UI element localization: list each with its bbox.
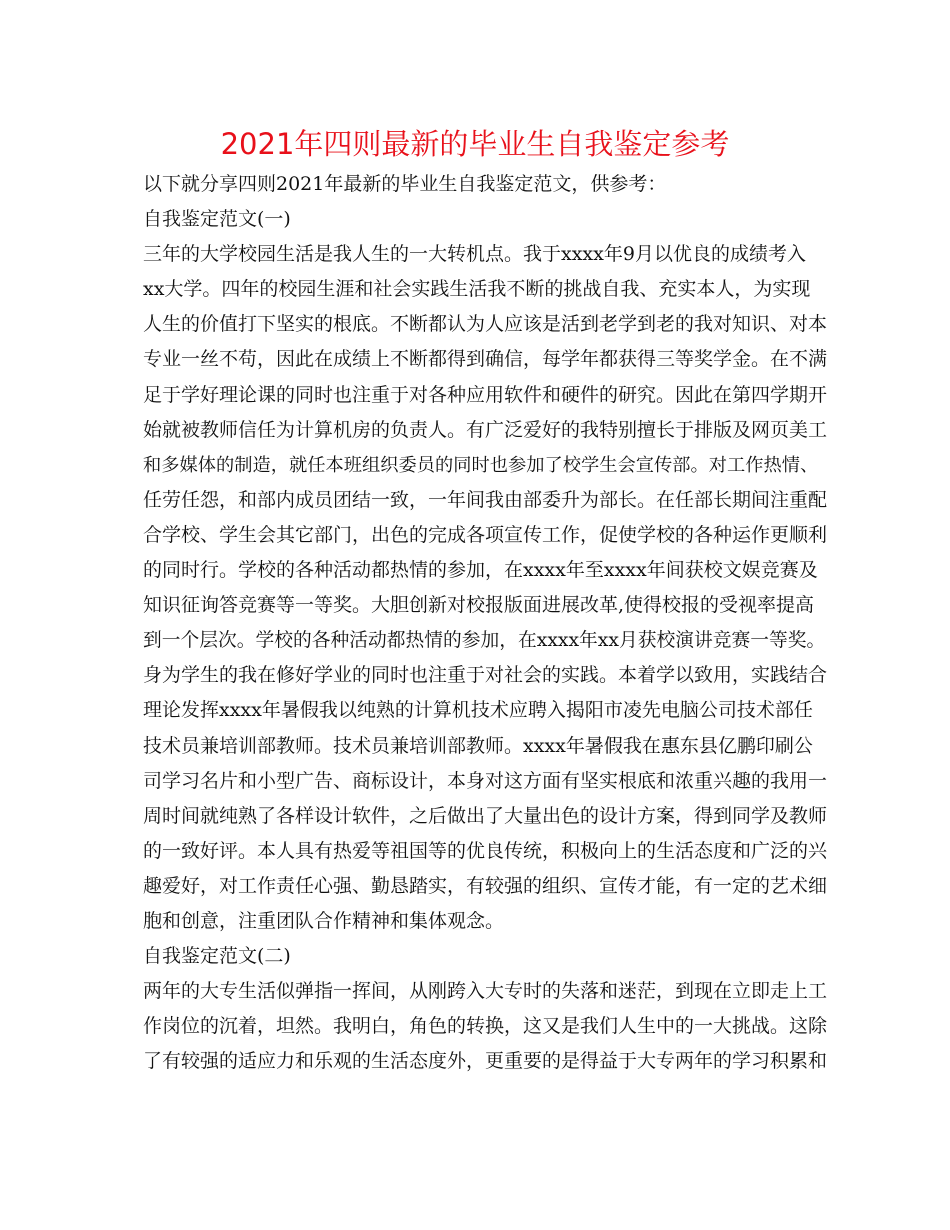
text-line: 作岗位的沉着，坦然。我明白，角色的转换，这又是我们人生中的一大挑战。这除: [143, 1015, 827, 1038]
text-line: 任劳任怨，和部内成员团结一致，一年间我由部委升为部长。在任部长期间注重配: [143, 488, 827, 511]
text-line: 的同时行。学校的各种活动都热情的参加，在xxxx年至xxxx年间获校文娱竞赛及: [143, 559, 818, 582]
section-heading: 自我鉴定范文(一): [143, 208, 291, 231]
text-line: 以下就分享四则2021年最新的毕业生自我鉴定范文，供参考：: [143, 173, 667, 195]
text-line: 了有较强的适应力和乐观的生活态度外，更重要的是得益于大专两年的学习积累和: [143, 1050, 827, 1073]
text-line: 技术员兼培训部教师。技术员兼培训部教师。xxxx年暑假我在惠东县亿鹏印刷公: [143, 734, 813, 757]
text-line: 的一致好评。本人具有热爱等祖国等的优良传统，积极向上的生活态度和广泛的兴: [143, 839, 827, 862]
document-body: [143, 167, 827, 1079]
text-line: 两年的大专生活似弹指一挥间，从刚跨入大专时的失落和迷茫，到现在立即走上工: [143, 980, 827, 1003]
text-line: 和多媒体的制造，就任本班组织委员的同时也参加了校学生会宣传部。对工作热情、: [143, 454, 819, 476]
text-line: 到一个层次。学校的各种活动都热情的参加，在xxxx年xx月获校演讲竞赛一等奖。: [143, 630, 826, 652]
text-line: 始就被教师信任为计算机房的负责人。有广泛爱好的我特别擅长于排版及网页美工: [143, 418, 827, 441]
text-line: xx大学。四年的校园生涯和社会实践生活我不断的挑战自我、充实本人，为实现: [143, 278, 811, 301]
text-line: 理论发挥xxxx年暑假我以纯熟的计算机技术应聘入揭阳市凌先电脑公司技术部任: [143, 699, 813, 722]
text-line: 趣爱好，对工作责任心强、勤恳踏实，有较强的组织、宣传才能，有一定的艺术细: [143, 874, 827, 897]
document-title: 2021年四则最新的毕业生自我鉴定参考: [220, 127, 730, 161]
text-line: 胞和创意，注重团队合作精神和集体观念。: [143, 909, 505, 932]
text-line: 周时间就纯熟了各样设计软件，之后做出了大量出色的设计方案，得到同学及教师: [143, 804, 827, 827]
text-line: 司学习名片和小型广告、商标设计，本身对这方面有坚实根底和浓重兴趣的我用一: [143, 769, 827, 792]
text-line: 身为学生的我在修好学业的同时也注重于对社会的实践。本着学以致用，实践结合: [143, 664, 827, 687]
text-line: 足于学好理论课的同时也注重于对各种应用软件和硬件的研究。因此在第四学期开: [143, 383, 827, 406]
text-line: 合学校、学生会其它部门，出色的完成各项宣传工作，促使学校的各种运作更顺利: [143, 523, 827, 546]
text-line: 专业一丝不苟，因此在成绩上不断都得到确信，每学年都获得三等奖学金。在不满: [143, 348, 827, 371]
text-line: 人生的价值打下坚实的根底。不断都认为人应该是活到老学到老的我对知识、对本: [143, 313, 827, 336]
text-line: 知识征询答竞赛等一等奖。大胆创新对校报版面进展改革,使得校报的受视率提高: [143, 594, 815, 617]
section-heading: 自我鉴定范文(二): [143, 945, 291, 968]
text-line: 三年的大学校园生活是我人生的一大转机点。我于xxxx年9月以优良的成绩考入: [143, 243, 806, 266]
